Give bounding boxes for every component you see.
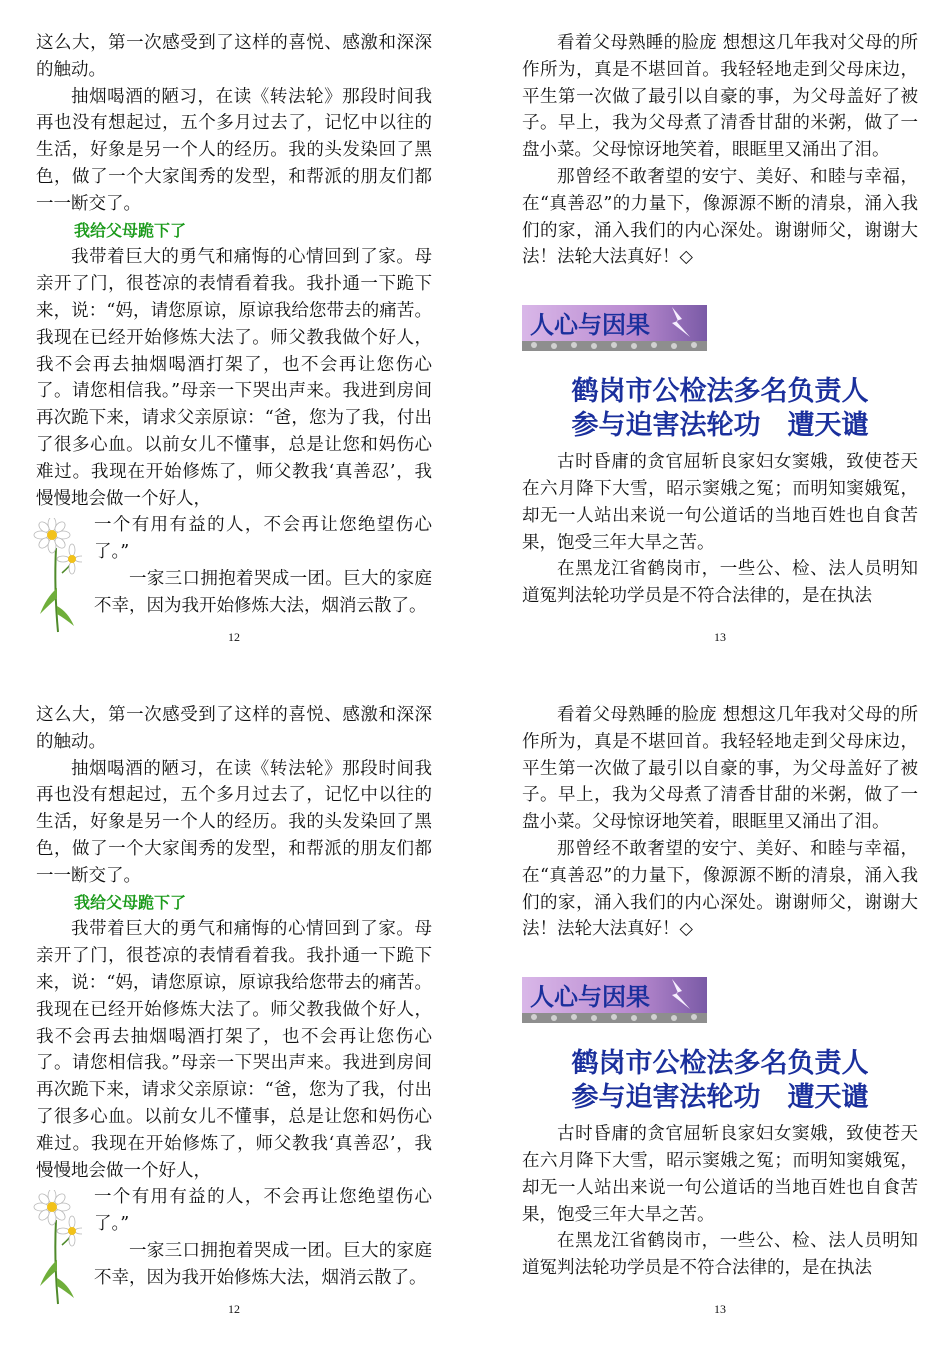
paragraph: 我带着巨大的勇气和痛悔的心情回到了家。母亲开了门，很苍凉的表情看着我。我扑通一下跪下来，说：“妈，请您原谅，原谅我给您带去的痛苦。我现在已经开始修炼大法了。师父教我做个好人，我不会再去抽烟喝酒打架了，也不会再让您伤心了。请您相信我。”母亲一下哭出声来。我进到房间再次跪下来，请求父亲原谅：“爸，您为了我，付出了很多心血。以前女儿不懂事，总是让您和妈伤心难过。我现在开始修炼了，师父教我‘真善忍’，我慢慢地会做一个好人， [36, 919, 432, 1181]
page-right [522, 30, 918, 644]
paragraph: 抽烟喝酒的陋习，在读《转法轮》那段时间我再也没有想起过，五个多月过去了，记忆中以往的生活，好象是另一个人的经历。我的头发染回了黑色，做了一个大家闺秀的发型，和帮派的朋友们都一一断交了。 [36, 86, 432, 214]
banner-title: 人心与因果 [530, 311, 650, 340]
paragraph: 抽烟喝酒的陋习，在读《转法轮》那段时间我再也没有想起过，五个多月过去了，记忆中以往的生活，好象是另一个人的经历。我的头发染回了黑色，做了一个大家闺秀的发型，和帮派的朋友们都一一断交了。 [36, 758, 432, 886]
section-banner [522, 977, 707, 1023]
paragraph: 古时昏庸的贪官屈斩良家妇女窦娥，致使苍天在六月降下大雪，昭示窦娥之冤；而明知窦娥冤，却无一人站出来说一句公道话的当地百姓也自食苦果，饱受三年大旱之苦。 [522, 1124, 918, 1225]
headline-line-2: 参与迫害法轮功 遭天谴 [571, 410, 869, 442]
spread-1 [0, 0, 950, 672]
paragraph: 这么大，第一次感受到了这样的喜悦、感激和深深的触动。 [36, 33, 432, 80]
paragraph: 那曾经不敢奢望的安宁、美好、和睦与幸福，在“真善忍”的力量下，像源源不断的清泉，涌入我们的家，涌入我们的内心深处。谢谢师父，谢谢大法！法轮大法真好！◇ [522, 838, 918, 940]
paragraph: 在黑龙江省鹤岗市，一些公、检、法人员明知道冤判法轮功学员是不符合法律的，是在执法 [522, 1231, 918, 1279]
paragraph: 古时昏庸的贪官屈斩良家妇女窦娥，致使苍天在六月降下大雪，昭示窦娥之冤；而明知窦娥冤，却无一人站出来说一句公道话的当地百姓也自食苦果，饱受三年大旱之苦。 [522, 452, 918, 553]
headline-line-2: 参与迫害法轮功 遭天谴 [571, 1082, 869, 1114]
page-number: 12 [228, 1302, 240, 1316]
page-number: 13 [714, 1302, 726, 1316]
paragraph: 我带着巨大的勇气和痛悔的心情回到了家。母亲开了门，很苍凉的表情看着我。我扑通一下跪下来，说：“妈，请您原谅，原谅我给您带去的痛苦。我现在已经开始修炼大法了。师父教我做个好人，我不会再去抽烟喝酒打架了，也不会再让您伤心了。请您相信我。”母亲一下哭出声来。我进到房间再次跪下来，请求父亲原谅：“爸，您为了我，付出了很多心血。以前女儿不懂事，总是让您和妈伤心难过。我现在开始修炼了，师父教我‘真善忍’，我慢慢地会做一个好人， [36, 247, 432, 509]
article-headline [522, 1047, 918, 1115]
page-right [522, 702, 918, 1316]
daisy-flower-icon [32, 518, 82, 634]
page-left [36, 30, 432, 644]
subheading: 我给父母跪下了 [74, 892, 187, 912]
flower-wrap-area [36, 512, 432, 619]
paragraph: 在黑龙江省鹤岗市，一些公、检、法人员明知道冤判法轮功学员是不符合法律的，是在执法 [522, 559, 918, 607]
paragraph: 一个有用有益的人，不会再让您绝望伤心了。” [94, 515, 432, 563]
flower-wrap-area [36, 1184, 432, 1291]
headline-line-1: 鹤岗市公检法多名负责人 [571, 376, 869, 408]
paragraph: 一家三口拥抱着哭成一团。巨大的家庭不幸，因为我开始修炼大法，烟消云散了。 [94, 1240, 432, 1288]
paragraph: 这么大，第一次感受到了这样的喜悦、感激和深深的触动。 [36, 705, 432, 752]
page-number: 12 [228, 630, 240, 644]
paragraph: 一家三口拥抱着哭成一团。巨大的家庭不幸，因为我开始修炼大法，烟消云散了。 [94, 568, 432, 616]
paragraph: 那曾经不敢奢望的安宁、美好、和睦与幸福，在“真善忍”的力量下，像源源不断的清泉，涌入我们的家，涌入我们的内心深处。谢谢师父，谢谢大法！法轮大法真好！◇ [522, 166, 918, 268]
page-number: 13 [714, 630, 726, 644]
subheading: 我给父母跪下了 [74, 220, 187, 240]
paragraph: 看着父母熟睡的脸庞 想想这几年我对父母的所作所为，真是不堪回首。我轻轻地走到父母床边，平生第一次做了最引以自豪的事，为父母盖好了被子。早上，我为父母煮了清香甘甜的米粥，做了一盘小菜。父母惊讶地笑着，眼眶里又涌出了泪。 [522, 33, 918, 161]
headline-line-1: 鹤岗市公检法多名负责人 [571, 1048, 869, 1080]
article-headline [522, 375, 918, 443]
page-left [36, 702, 432, 1316]
section-banner [522, 305, 707, 351]
daisy-flower-icon [32, 1190, 82, 1306]
spread-2 [0, 672, 950, 1344]
paragraph: 看着父母熟睡的脸庞 想想这几年我对父母的所作所为，真是不堪回首。我轻轻地走到父母床边，平生第一次做了最引以自豪的事，为父母盖好了被子。早上，我为父母煮了清香甘甜的米粥，做了一盘小菜。父母惊讶地笑着，眼眶里又涌出了泪。 [522, 705, 918, 833]
banner-title: 人心与因果 [530, 983, 650, 1012]
paragraph: 一个有用有益的人，不会再让您绝望伤心了。” [94, 1187, 432, 1235]
